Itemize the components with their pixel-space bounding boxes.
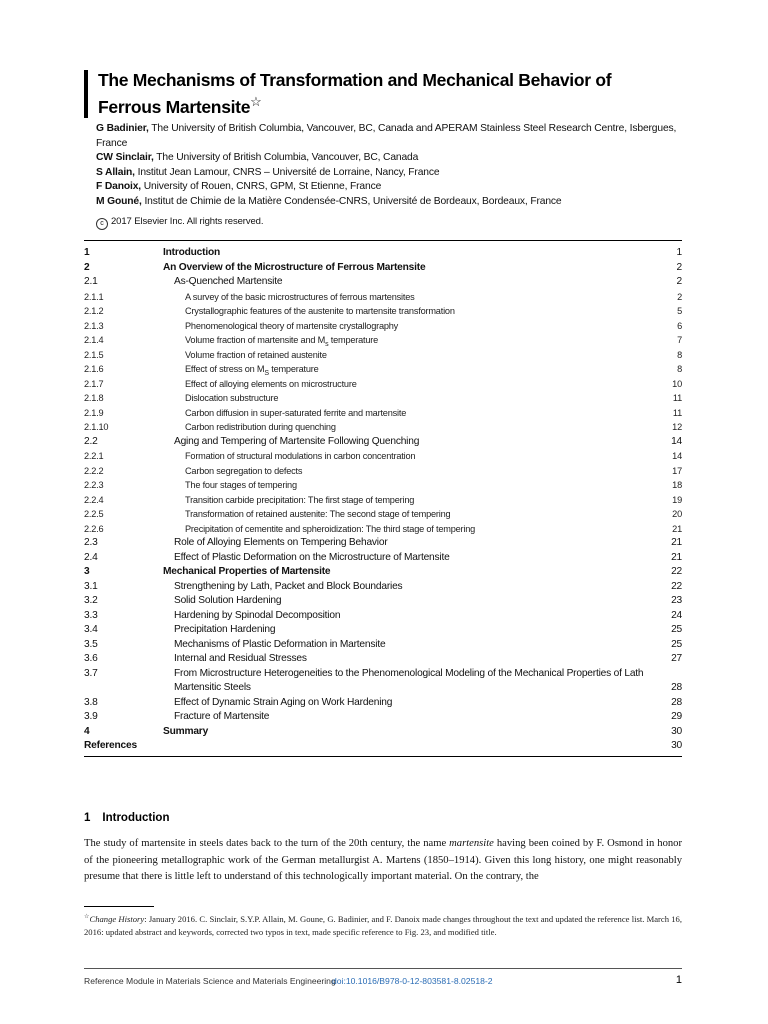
toc-number: 2.2 xyxy=(84,435,98,447)
toc-page-number: 8 xyxy=(677,349,682,360)
toc-page-number: 20 xyxy=(672,509,682,519)
copyright-icon: c xyxy=(96,218,108,230)
toc-label-text: Introduction xyxy=(163,247,221,258)
toc-label-text: An Overview of the Microstructure of Ferrous Martensite xyxy=(163,261,426,273)
toc-top-rule xyxy=(84,240,682,241)
toc-number: 3.6 xyxy=(84,653,98,664)
introduction-paragraph xyxy=(84,836,682,886)
toc-label xyxy=(163,725,633,740)
toc-page-number: 2 xyxy=(676,276,682,287)
toc-entry[interactable] xyxy=(84,290,682,305)
toc-label-text: Carbon redistribution during quenching xyxy=(185,422,336,432)
toc-label-text: Effect of alloying elements on microstructure xyxy=(185,378,357,389)
toc-entry[interactable] xyxy=(84,522,682,537)
toc-page-number: 24 xyxy=(671,609,682,621)
toc-entry[interactable] xyxy=(84,449,682,464)
toc-label-text: Aging and Tempering of Martensite Following Quenching xyxy=(174,435,420,447)
toc-label-text: Formation of structural modulations in carbon concentration xyxy=(185,451,416,461)
paragraph-text-1: The study of martensite in steels dates back to the turn of the 20th century, the name xyxy=(84,838,450,849)
toc-label-text: A survey of the basic microstructures of ferrous martensites xyxy=(185,291,415,302)
toc-entry[interactable] xyxy=(84,420,682,435)
toc-number: 2.2.2 xyxy=(84,465,104,476)
paragraph-text-2: having been coined by F. Osmond in honor of the pioneering metallographic work of the German metallurgist A. Martens (1850–1914). Given this long history, one might reasonably presume that there is little left to understand of this technologically important material. On the contrary, the xyxy=(84,838,682,882)
toc-entry[interactable] xyxy=(84,609,682,624)
toc-label-text: Summary xyxy=(163,725,209,737)
author-affiliation: Institut de Chimie de la Matière Condensée-CNRS, Université de Bordeaux, Bordeaux, France xyxy=(144,195,562,207)
toc-page-number: 11 xyxy=(672,393,682,403)
toc-page-number: 25 xyxy=(671,638,682,650)
toc-entry[interactable] xyxy=(84,435,682,450)
toc-entry[interactable] xyxy=(84,406,682,421)
copyright-line xyxy=(96,216,263,230)
toc-number: 4 xyxy=(84,725,90,737)
toc-label xyxy=(174,275,644,290)
toc-entry[interactable] xyxy=(84,261,682,276)
toc-entry[interactable] xyxy=(84,696,682,711)
toc-label-text: Mechanisms of Plastic Deformation in Martensite xyxy=(174,638,386,650)
toc-page-number: 21 xyxy=(671,551,682,563)
toc-label-text: Hardening by Spinodal Decomposition xyxy=(174,609,341,621)
toc-label xyxy=(174,435,644,450)
toc-label-text: Fracture of Martensite xyxy=(174,711,270,722)
footnote-rule xyxy=(84,906,154,907)
toc-number: 2.4 xyxy=(84,551,98,563)
toc-label xyxy=(185,493,655,508)
toc-label xyxy=(185,377,655,392)
toc-page-number: 12 xyxy=(672,422,682,432)
paragraph-italic-term: martensite xyxy=(449,838,494,849)
toc-label-text: Phenomenological theory of martensite crystallography xyxy=(185,320,399,331)
author-name: S Allain, xyxy=(96,166,135,178)
author-name: G Badinier, xyxy=(96,123,149,134)
footnote-mark: ☆ xyxy=(84,914,90,920)
toc-label xyxy=(174,710,644,725)
toc-label-text: Volume fraction of retained austenite xyxy=(185,349,327,360)
toc-label-text: Internal and Residual Stresses xyxy=(174,653,307,664)
toc-number: 2.1.6 xyxy=(84,364,104,374)
toc-label-text: Strengthening by Lath, Packet and Block Boundaries xyxy=(174,580,403,592)
toc-label xyxy=(185,319,655,334)
toc-label xyxy=(174,551,644,566)
toc-label-subscript: S xyxy=(264,369,269,377)
toc-label xyxy=(185,290,655,305)
toc-label xyxy=(174,696,644,711)
toc-label-text: Solid Solution Hardening xyxy=(174,595,282,606)
author-affiliation: The University of British Columbia, Vancouver, BC, Canada xyxy=(156,152,419,163)
footer-journal: Reference Module in Materials Science and Materials Engineering xyxy=(84,976,336,986)
toc-label-text: From Microstructure Heterogeneities to the Phenomenological Modeling of the Mechanical Properties of Lath Martensitic Steels xyxy=(174,667,644,693)
section-number: 1 xyxy=(84,812,91,824)
copyright-text: 2017 Elsevier Inc. All rights reserved. xyxy=(111,216,264,227)
toc-label-text-after: temperature xyxy=(328,335,379,345)
toc-label xyxy=(174,609,644,624)
toc-page-number: 28 xyxy=(671,682,682,693)
toc-number: 2.2.3 xyxy=(84,480,104,490)
toc-number: 2.2.5 xyxy=(84,509,104,519)
toc-label-text: Precipitation of cementite and spheroidization: The third stage of tempering xyxy=(185,523,476,534)
toc-label xyxy=(185,348,655,363)
toc-number: 2 xyxy=(84,261,90,273)
toc-page-number: 21 xyxy=(671,537,682,548)
toc-entry[interactable] xyxy=(84,464,682,479)
toc-entry[interactable] xyxy=(84,333,682,348)
toc-label xyxy=(185,391,655,406)
toc-label xyxy=(185,406,655,421)
toc-label-text: Effect of stress on M xyxy=(185,364,265,374)
toc-number: 3.3 xyxy=(84,609,98,621)
toc-entry[interactable] xyxy=(84,652,682,667)
toc-number: 2.2.4 xyxy=(84,494,104,505)
toc-label-text: Dislocation substructure xyxy=(185,393,279,403)
author-entry xyxy=(96,195,686,210)
toc-number: 2.1 xyxy=(84,276,98,287)
toc-label xyxy=(163,246,633,261)
toc-page-number: 14 xyxy=(672,451,682,461)
toc-number: 2.1.8 xyxy=(84,393,104,403)
toc-number: 2.1.10 xyxy=(84,422,109,432)
title-block xyxy=(84,70,698,118)
toc-entry[interactable] xyxy=(84,710,682,725)
author-affiliation: Institut Jean Lamour, CNRS – Université de Lorraine, Nancy, France xyxy=(137,166,440,178)
toc-number: 2.2.6 xyxy=(84,523,104,534)
author-list xyxy=(96,122,686,209)
toc-label xyxy=(163,565,633,580)
toc-page-number: 10 xyxy=(672,378,682,389)
toc-label-text: Carbon segregation to defects xyxy=(185,465,303,476)
title-line-1: The Mechanisms of Transformation and Mechanical Behavior of xyxy=(98,70,612,90)
toc-number: References xyxy=(84,740,137,751)
toc-entry[interactable] xyxy=(84,478,682,493)
toc-number: 3.8 xyxy=(84,696,98,708)
toc-entry[interactable] xyxy=(84,348,682,363)
toc-entry[interactable] xyxy=(84,725,682,740)
toc-label-text: As-Quenched Martensite xyxy=(174,276,283,287)
toc-label-subscript: s xyxy=(325,340,329,348)
toc-number: 2.3 xyxy=(84,537,98,548)
footnote-text: : January 2016. C. Sinclair, S.Y.P. Allain, M. Goune, G. Badinier, and F. Danoix made changes throughout the text and updated the reference list. March 16, 2016: updated abstract and keywords, corrected two typos in text, made specific reference to Fig. 23, and modified title. xyxy=(84,913,682,937)
toc-page-number: 1 xyxy=(676,247,682,258)
toc-entry[interactable] xyxy=(84,304,682,319)
toc-number: 2.1.5 xyxy=(84,349,104,360)
author-entry xyxy=(96,151,686,166)
toc-label xyxy=(163,261,633,276)
footnote-label: Change History xyxy=(89,913,145,924)
toc-label-text: Precipitation Hardening xyxy=(174,624,276,635)
footnote xyxy=(84,911,682,939)
toc-label-text: Effect of Dynamic Strain Aging on Work Hardening xyxy=(174,696,393,708)
toc-number: 3.2 xyxy=(84,595,98,606)
toc-page-number: 2 xyxy=(676,261,682,273)
toc-entry[interactable] xyxy=(84,319,682,334)
title-footnote-mark[interactable]: ☆ xyxy=(250,94,262,109)
toc-number: 2.1.3 xyxy=(84,320,104,331)
footer-rule xyxy=(84,968,682,969)
toc-number: 2.1.7 xyxy=(84,378,104,389)
toc-page-number: 30 xyxy=(671,740,682,751)
toc-label xyxy=(185,420,655,435)
toc-bottom-rule xyxy=(84,756,682,757)
toc-label-text: Carbon diffusion in super-saturated ferrite and martensite xyxy=(185,407,407,418)
toc-label-text: Mechanical Properties of Martensite xyxy=(163,566,331,577)
author-affiliation: The University of British Columbia, Vancouver, BC, Canada and APERAM Stainless Steel Research Centre, Isbergues, France xyxy=(96,123,677,149)
toc-page-number: 5 xyxy=(677,306,682,316)
toc-page-number: 2 xyxy=(677,291,682,302)
toc-label-text: Role of Alloying Elements on Tempering Behavior xyxy=(174,537,388,548)
toc-page-number: 19 xyxy=(672,494,682,505)
toc-label-text: Effect of Plastic Deformation on the Microstructure of Martensite xyxy=(174,551,450,563)
toc-page-number: 30 xyxy=(671,725,682,737)
toc-page-number: 29 xyxy=(671,711,682,722)
author-entry xyxy=(96,180,686,195)
article-title xyxy=(98,70,698,118)
toc-entry[interactable] xyxy=(84,362,682,377)
toc-page-number: 11 xyxy=(672,407,682,418)
toc-entry[interactable] xyxy=(84,551,682,566)
toc-page-number: 28 xyxy=(671,696,682,708)
toc-page-number: 17 xyxy=(672,465,682,476)
toc-page-number: 14 xyxy=(671,435,682,447)
toc-number: 2.1.4 xyxy=(84,335,104,345)
toc-label xyxy=(174,594,644,609)
toc-page-number: 18 xyxy=(672,480,682,490)
section-heading xyxy=(84,812,169,824)
toc-entry[interactable] xyxy=(84,493,682,508)
toc-number: 3.1 xyxy=(84,580,98,592)
toc-page-number: 8 xyxy=(677,364,682,374)
toc-label-text: Crystallographic features of the austenite to martensite transformation xyxy=(185,306,455,316)
author-name: F Danoix, xyxy=(96,181,141,192)
toc-entry[interactable] xyxy=(84,246,682,261)
toc-entry[interactable] xyxy=(84,536,682,551)
toc-label-text-after: temperature xyxy=(268,364,319,374)
toc-entry[interactable] xyxy=(84,275,682,290)
toc-page-number: 27 xyxy=(671,653,682,664)
toc-number: 1 xyxy=(84,247,90,258)
toc-label-text: Transformation of retained austenite: The second stage of tempering xyxy=(185,509,451,519)
toc-label xyxy=(174,536,644,551)
toc-label xyxy=(185,449,655,464)
toc-label xyxy=(174,652,644,667)
toc-page-number: 22 xyxy=(671,580,682,592)
toc-entry[interactable] xyxy=(84,377,682,392)
footer-doi-link[interactable]: doi:10.1016/B978-0-12-803581-8.02518-2 xyxy=(332,976,493,986)
toc-number: 2.1.2 xyxy=(84,306,104,316)
author-name: M Gouné, xyxy=(96,195,142,207)
toc-label xyxy=(174,580,644,595)
toc-label-text: Transition carbide precipitation: The first stage of tempering xyxy=(185,494,415,505)
toc-label xyxy=(185,478,655,493)
toc-number: 2.1.9 xyxy=(84,407,104,418)
toc-entry[interactable] xyxy=(84,594,682,609)
toc-entry[interactable] xyxy=(84,638,682,653)
toc-number: 3.5 xyxy=(84,638,98,650)
toc-page-number: 21 xyxy=(672,523,682,534)
table-of-contents xyxy=(84,246,682,754)
toc-number: 3.4 xyxy=(84,624,98,635)
author-name: CW Sinclair, xyxy=(96,152,154,163)
page-number: 1 xyxy=(675,974,682,986)
toc-number: 2.2.1 xyxy=(84,451,104,461)
toc-entry[interactable] xyxy=(84,507,682,522)
toc-number: 3.7 xyxy=(84,667,98,679)
toc-entry[interactable] xyxy=(84,739,682,754)
toc-page-number: 22 xyxy=(671,566,682,577)
toc-label-text: The four stages of tempering xyxy=(185,480,297,490)
toc-label xyxy=(185,522,655,537)
author-entry xyxy=(96,166,686,181)
title-line-2: Ferrous Martensite xyxy=(98,96,251,117)
toc-number: 3 xyxy=(84,566,90,577)
toc-label xyxy=(174,667,644,696)
author-affiliation: University of Rouen, CNRS, GPM, St Etienne, France xyxy=(143,181,382,192)
toc-entry[interactable] xyxy=(84,623,682,638)
toc-label xyxy=(185,464,655,479)
toc-page-number: 23 xyxy=(671,595,682,606)
toc-label xyxy=(185,304,655,319)
toc-entry[interactable] xyxy=(84,565,682,580)
toc-page-number: 7 xyxy=(677,335,682,345)
toc-label xyxy=(174,638,644,653)
toc-entry[interactable] xyxy=(84,580,682,595)
toc-label xyxy=(174,623,644,638)
toc-number: 2.1.1 xyxy=(84,291,104,302)
author-entry xyxy=(96,122,686,151)
toc-page-number: 25 xyxy=(671,624,682,635)
toc-label-text: Volume fraction of martensite and M xyxy=(185,335,326,345)
toc-page-number: 6 xyxy=(677,320,682,331)
toc-entry[interactable] xyxy=(84,667,682,696)
toc-number: 3.9 xyxy=(84,711,98,722)
toc-label xyxy=(185,507,655,522)
section-title: Introduction xyxy=(102,812,170,824)
toc-entry[interactable] xyxy=(84,391,682,406)
